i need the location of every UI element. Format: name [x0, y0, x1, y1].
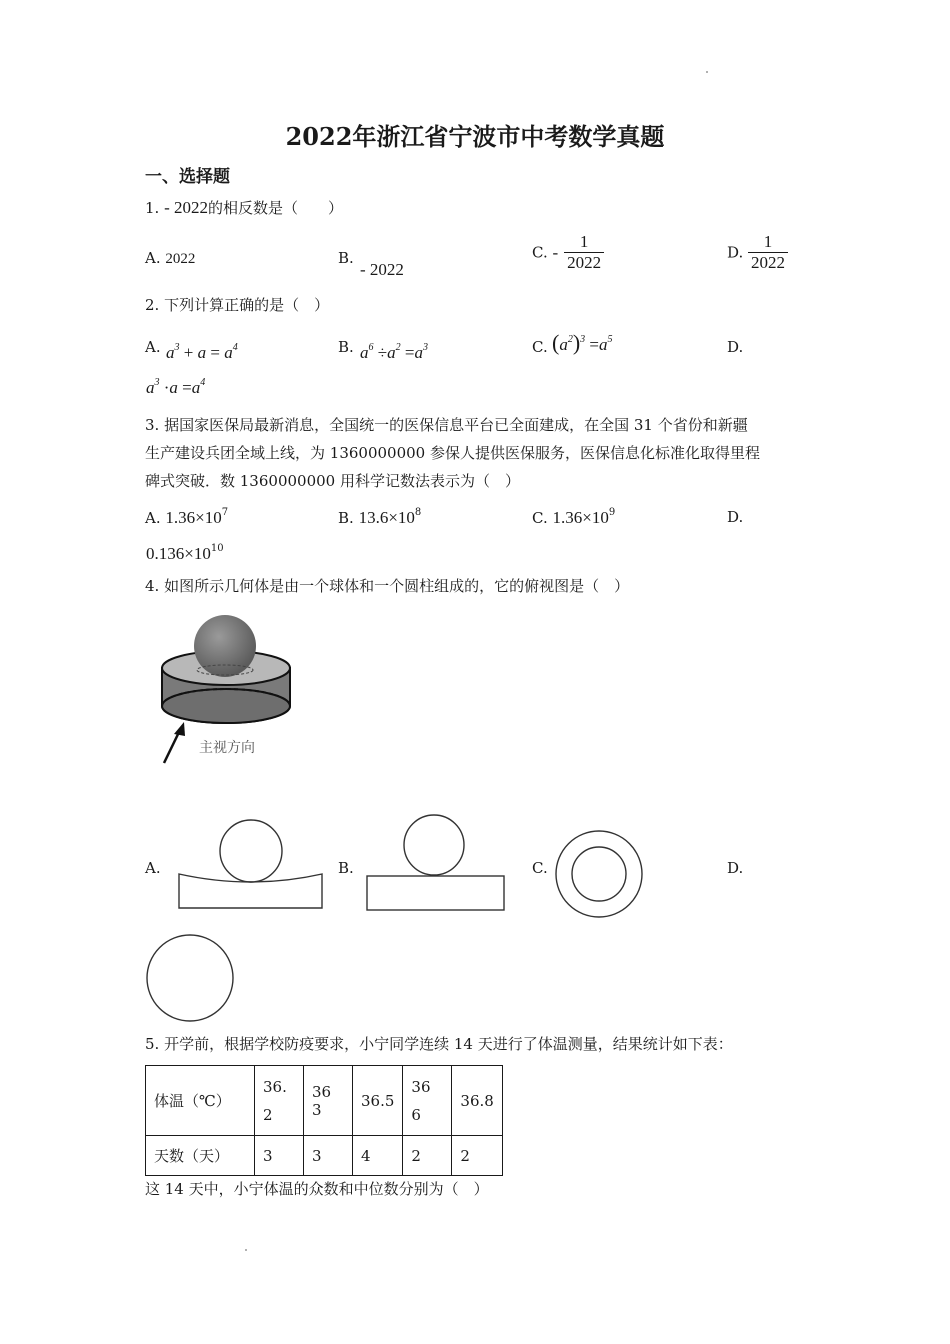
q3-option-a[interactable]: A. $1.36\times 10^7$ — [145, 507, 229, 527]
question-4-stem: 4. 如图所示几何体是由一个球体和一个圆柱组成的，它的俯视图是（ ） — [145, 577, 630, 595]
page-title: 2022年浙江省宁波市中考数学真题 — [285, 122, 665, 151]
q2-option-b[interactable]: B. — [338, 338, 354, 356]
q2-option-c-formula: $(a^2)^3 =a^5$ — [552, 330, 613, 355]
q4-option-a[interactable]: A. — [145, 859, 161, 877]
table-cell: 36.8 — [452, 1066, 502, 1136]
q4-option-d-figure — [146, 934, 236, 1024]
question-3-line-3: 碑式突破．数 1360000000 用科学记数法表示为（ ） — [145, 472, 520, 490]
q1-option-b-value: - 2022 — [360, 260, 404, 279]
q2-option-a-formula: $a^3 + a = a^4$ — [166, 342, 238, 362]
q1-option-c[interactable]: C. - $\frac{1}{2022}$ — [532, 232, 604, 273]
table-cell: 4 — [353, 1136, 403, 1176]
q2-option-a[interactable]: A. — [145, 338, 161, 356]
q1-option-a[interactable]: A. 2022 — [145, 249, 196, 267]
question-5-stem: 5. 开学前，根据学校防疫要求，小宁同学连续 14 天进行了体温测量，结果统计如下表： — [145, 1035, 733, 1053]
section-heading: 一、选择题 — [145, 167, 230, 187]
q1-value: - 2022 — [164, 198, 209, 217]
question-3-line-2: 生产建设兵团全域上线，为 1360000000 参保人提供医保服务，医保信息化标准化取得里程 — [145, 444, 760, 462]
table-cell: 3 — [255, 1136, 304, 1176]
table-cell: 2 — [403, 1136, 452, 1176]
q4-option-b-figure — [364, 814, 506, 912]
q3-option-c[interactable]: C. $1.36\times 10^9$ — [532, 507, 616, 527]
table-header-days: 天数（天） — [146, 1136, 255, 1176]
page-mark-top — [706, 71, 708, 73]
q4-option-a-figure — [176, 816, 326, 914]
table-cell: 2 — [452, 1136, 502, 1176]
q2-option-d-formula: $a^3 \cdot a =a^4$ — [146, 377, 206, 397]
question-2-stem: 2. 下列计算正确的是（ ） — [145, 296, 330, 314]
question-1-stem: 1. - 2022的相反数是（ ） — [145, 198, 344, 217]
q3-option-d-value: $0.136\times 10^{10}$ — [146, 543, 224, 563]
q4-option-d[interactable]: D. — [727, 859, 744, 877]
q1-option-b[interactable]: B. — [338, 249, 354, 267]
table-cell: 36. 2 — [255, 1066, 304, 1136]
temperature-table — [145, 1065, 503, 1176]
q2-option-d[interactable]: D. — [727, 338, 744, 356]
page-mark-bottom — [245, 1249, 247, 1251]
q4-option-c[interactable]: C. — [532, 859, 548, 877]
q2-option-b-formula: $a^6 \div a^2 =a^3$ — [360, 342, 428, 362]
question-5-followup: 这 14 天中，小宁体温的众数和中位数分别为（ ） — [145, 1180, 489, 1198]
table-cell: 3 — [304, 1136, 353, 1176]
q1-option-d[interactable]: D. $\frac{1}{2022}$ — [727, 232, 788, 273]
q4-option-c-figure — [554, 829, 646, 921]
table-cell: 36.5 — [353, 1066, 403, 1136]
question-3-line-1: 3. 据国家医保局最新消息，全国统一的医保信息平台已全面建成，在全国 31 个省份和新疆 — [145, 416, 748, 434]
q2-option-c[interactable]: C. — [532, 338, 548, 356]
table-cell: 36 6 — [403, 1066, 452, 1136]
table-cell: 36 3 — [304, 1066, 353, 1136]
table-header-temperature: 体温（℃） — [146, 1066, 255, 1136]
q4-figure-caption: 主视方向 — [199, 740, 255, 756]
q4-option-b[interactable]: B. — [338, 859, 354, 877]
q3-option-d[interactable]: D. — [727, 508, 744, 526]
q3-option-b[interactable]: B. $13.6\times 10^8$ — [338, 507, 422, 527]
